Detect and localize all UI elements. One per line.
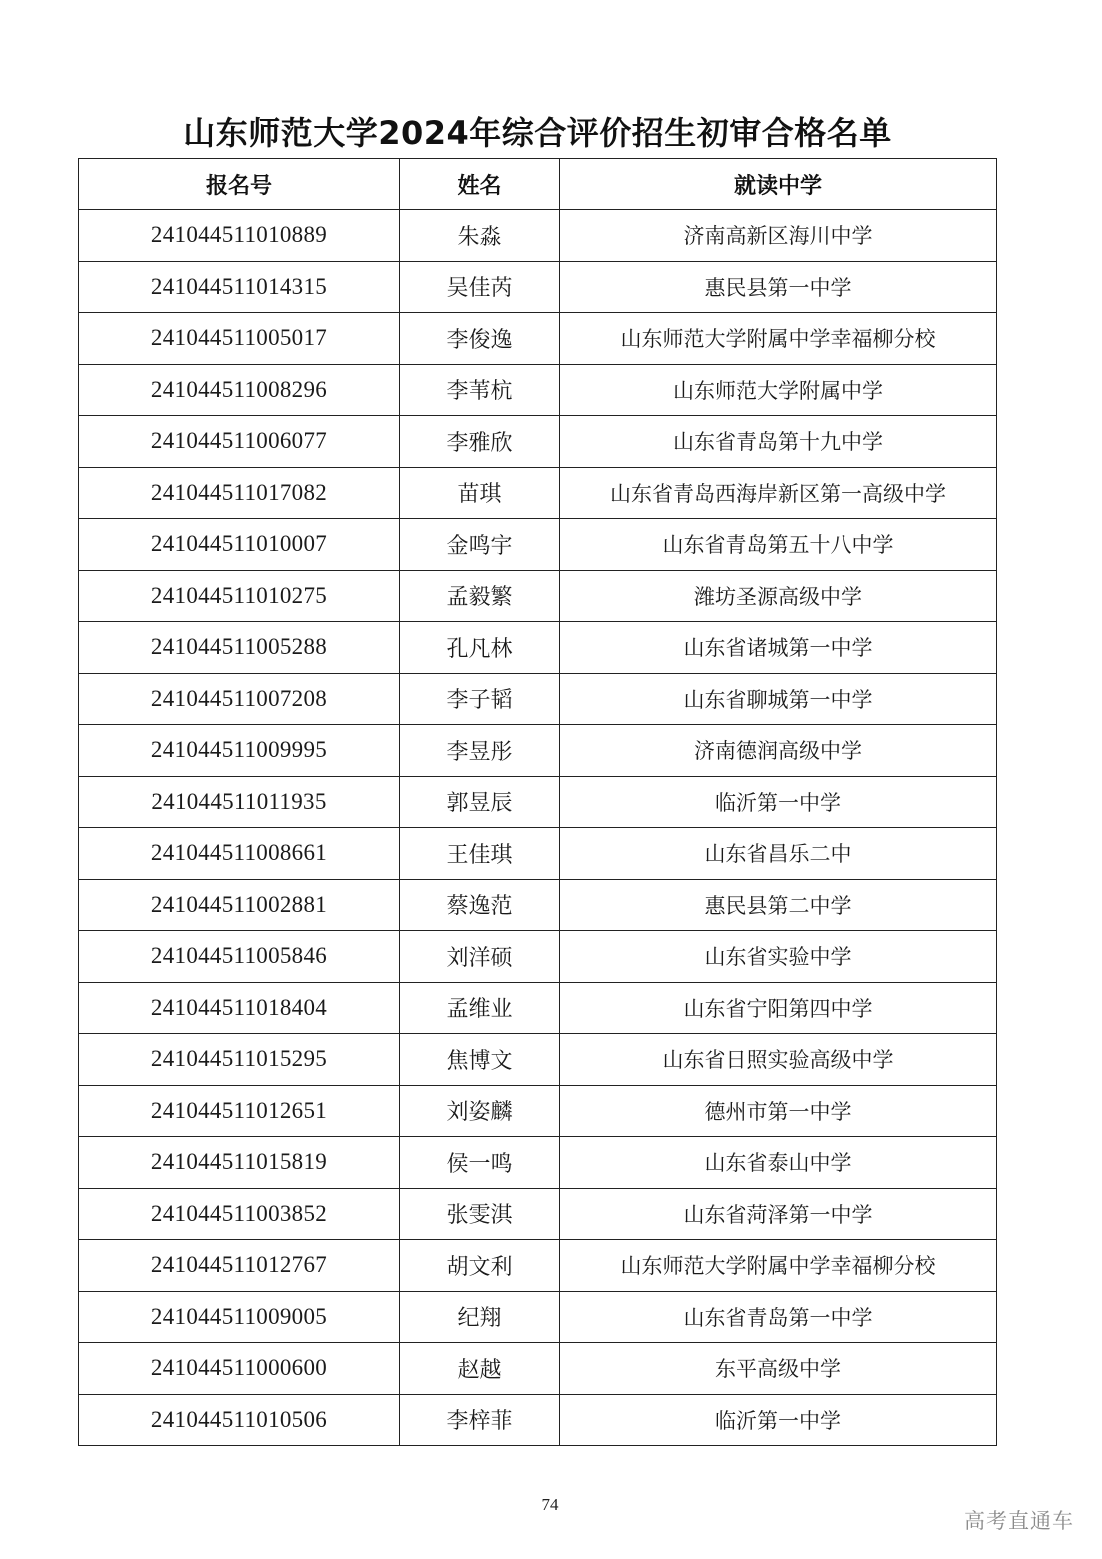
table-row	[79, 1137, 997, 1189]
student-name-cell: 李子韬	[400, 673, 560, 725]
registration-number-cell: 241044511005288	[79, 622, 400, 674]
table-row	[79, 1188, 997, 1240]
table-row	[79, 570, 997, 622]
student-name-cell: 李俊逸	[400, 313, 560, 365]
student-name-cell: 朱淼	[400, 210, 560, 262]
school-name-cell: 临沂第一中学	[560, 1394, 997, 1446]
student-name-cell: 赵越	[400, 1343, 560, 1395]
school-name-cell: 济南高新区海川中学	[560, 210, 997, 262]
registration-number-cell: 241044511012767	[79, 1240, 400, 1292]
table-row	[79, 313, 997, 365]
school-name-cell: 山东省青岛第一中学	[560, 1291, 997, 1343]
registration-number-cell: 241044511010007	[79, 519, 400, 571]
table-row	[79, 828, 997, 880]
table-row	[79, 1343, 997, 1395]
school-name-cell: 山东省日照实验高级中学	[560, 1034, 997, 1086]
school-name-cell: 临沂第一中学	[560, 776, 997, 828]
table-row	[79, 879, 997, 931]
table-header-row	[79, 159, 997, 210]
table-row	[79, 1291, 997, 1343]
registration-number-cell: 241044511015819	[79, 1137, 400, 1189]
student-name-cell: 蔡逸范	[400, 879, 560, 931]
header-registration-number: 报名号	[79, 159, 400, 210]
table-row	[79, 1085, 997, 1137]
table-row	[79, 725, 997, 777]
table-row	[79, 931, 997, 983]
registration-number-cell: 241044511003852	[79, 1188, 400, 1240]
student-name-cell: 金鸣宇	[400, 519, 560, 571]
school-name-cell: 山东省诸城第一中学	[560, 622, 997, 674]
registration-number-cell: 241044511010275	[79, 570, 400, 622]
table-row	[79, 622, 997, 674]
table-row	[79, 261, 997, 313]
student-name-cell: 焦博文	[400, 1034, 560, 1086]
student-name-cell: 刘洋硕	[400, 931, 560, 983]
student-name-cell: 李苇杭	[400, 364, 560, 416]
school-name-cell: 东平高级中学	[560, 1343, 997, 1395]
registration-number-cell: 241044511012651	[79, 1085, 400, 1137]
student-name-cell: 胡文利	[400, 1240, 560, 1292]
table-row	[79, 1394, 997, 1446]
table-row	[79, 1034, 997, 1086]
table-row	[79, 416, 997, 468]
school-name-cell: 山东省菏泽第一中学	[560, 1188, 997, 1240]
table-row	[79, 519, 997, 571]
student-name-cell: 张雯淇	[400, 1188, 560, 1240]
school-name-cell: 山东省昌乐二中	[560, 828, 997, 880]
school-name-cell: 山东省青岛第五十八中学	[560, 519, 997, 571]
document-title: 山东师范大学2024年综合评价招生初审合格名单	[183, 114, 892, 152]
registration-number-cell: 241044511014315	[79, 261, 400, 313]
student-name-cell: 李昱彤	[400, 725, 560, 777]
student-name-cell: 刘姿麟	[400, 1085, 560, 1137]
registration-number-cell: 241044511002881	[79, 879, 400, 931]
table-row	[79, 982, 997, 1034]
page-number: 74	[541, 1495, 559, 1514]
watermark: 高考直通车	[964, 1509, 1074, 1533]
school-name-cell: 山东师范大学附属中学幸福柳分校	[560, 313, 997, 365]
student-name-cell: 吴佳芮	[400, 261, 560, 313]
school-name-cell: 山东省泰山中学	[560, 1137, 997, 1189]
registration-number-cell: 241044511018404	[79, 982, 400, 1034]
registration-number-cell: 241044511015295	[79, 1034, 400, 1086]
student-name-cell: 李梓菲	[400, 1394, 560, 1446]
header-name: 姓名	[400, 159, 560, 210]
registration-number-cell: 241044511011935	[79, 776, 400, 828]
student-name-cell: 苗琪	[400, 467, 560, 519]
school-name-cell: 山东省聊城第一中学	[560, 673, 997, 725]
school-name-cell: 潍坊圣源高级中学	[560, 570, 997, 622]
student-name-cell: 纪翔	[400, 1291, 560, 1343]
student-name-cell: 李雅欣	[400, 416, 560, 468]
table-row	[79, 467, 997, 519]
registration-number-cell: 241044511008296	[79, 364, 400, 416]
registration-number-cell: 241044511009005	[79, 1291, 400, 1343]
student-name-cell: 侯一鸣	[400, 1137, 560, 1189]
school-name-cell: 山东省青岛第十九中学	[560, 416, 997, 468]
school-name-cell: 山东省实验中学	[560, 931, 997, 983]
registration-number-cell: 241044511007208	[79, 673, 400, 725]
registration-number-cell: 241044511005017	[79, 313, 400, 365]
registration-number-cell: 241044511017082	[79, 467, 400, 519]
school-name-cell: 山东师范大学附属中学	[560, 364, 997, 416]
table-row	[79, 364, 997, 416]
student-name-cell: 孔凡林	[400, 622, 560, 674]
registration-number-cell: 241044511010506	[79, 1394, 400, 1446]
registration-number-cell: 241044511000600	[79, 1343, 400, 1395]
school-name-cell: 山东师范大学附属中学幸福柳分校	[560, 1240, 997, 1292]
registration-number-cell: 241044511006077	[79, 416, 400, 468]
student-name-cell: 郭昱辰	[400, 776, 560, 828]
header-school: 就读中学	[560, 159, 997, 210]
student-name-cell: 孟维业	[400, 982, 560, 1034]
table-row	[79, 210, 997, 262]
registration-number-cell: 241044511005846	[79, 931, 400, 983]
school-name-cell: 济南德润高级中学	[560, 725, 997, 777]
student-name-cell: 王佳琪	[400, 828, 560, 880]
school-name-cell: 德州市第一中学	[560, 1085, 997, 1137]
registration-number-cell: 241044511008661	[79, 828, 400, 880]
table-row	[79, 673, 997, 725]
school-name-cell: 山东省宁阳第四中学	[560, 982, 997, 1034]
table-row	[79, 1240, 997, 1292]
registration-number-cell: 241044511010889	[79, 210, 400, 262]
registration-number-cell: 241044511009995	[79, 725, 400, 777]
student-name-cell: 孟毅繁	[400, 570, 560, 622]
school-name-cell: 山东省青岛西海岸新区第一高级中学	[560, 467, 997, 519]
table-row	[79, 776, 997, 828]
school-name-cell: 惠民县第一中学	[560, 261, 997, 313]
admission-roster-table	[78, 158, 997, 1446]
school-name-cell: 惠民县第二中学	[560, 879, 997, 931]
table-body	[79, 210, 997, 1446]
